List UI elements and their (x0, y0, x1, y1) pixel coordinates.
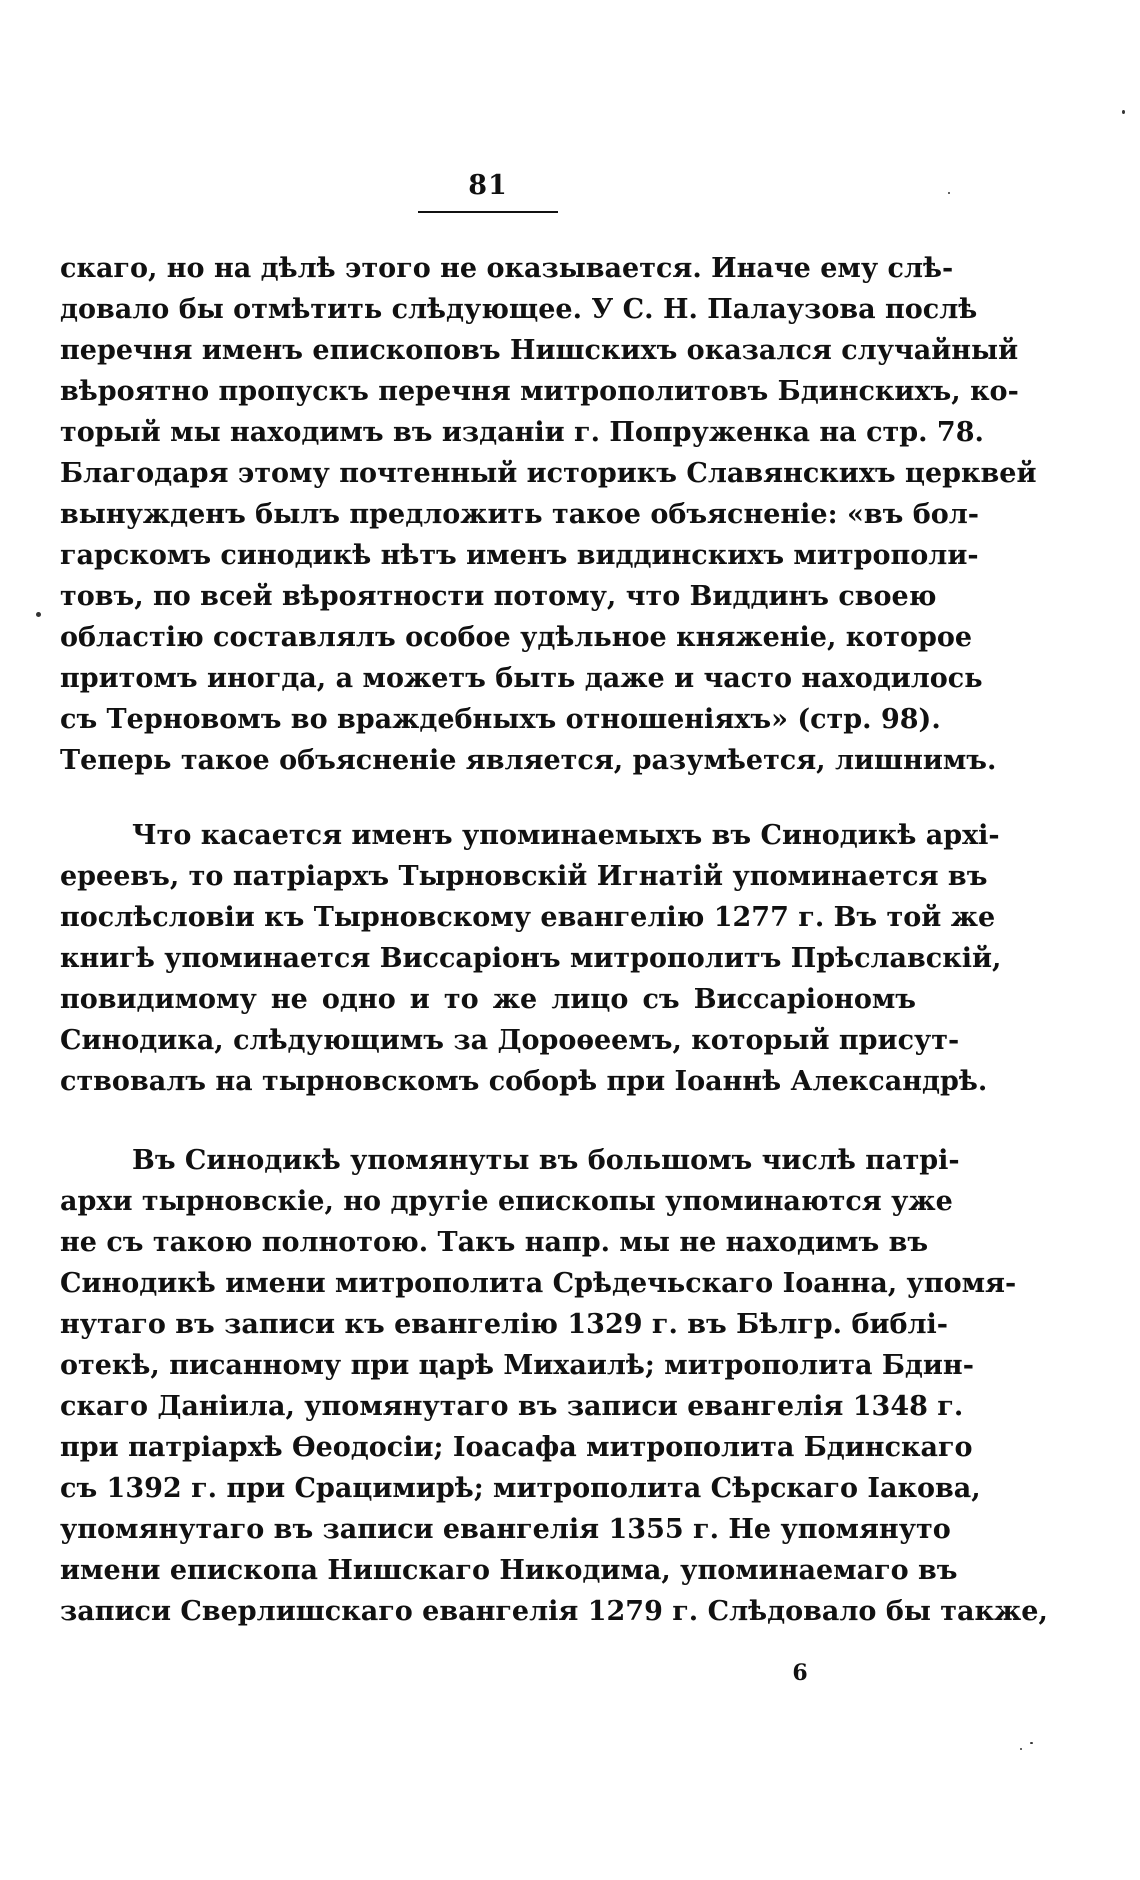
text-line: записи Сверлишскаго евангелія 1279 г. Слѣдовало бы также, (60, 1596, 1048, 1627)
text-line: отекѣ, писанному при царѣ Михаилѣ; митрополита Бдин- (60, 1350, 974, 1381)
paragraph-2 (60, 815, 1002, 1102)
text-line: Синодикѣ имени митрополита Срѣдечьскаго Іоанна, упомя- (60, 1268, 1017, 1299)
text-line: ствовалъ на тырновскомъ соборѣ при Іоаннѣ Александрѣ. (60, 1066, 988, 1097)
paragraph-3 (60, 1140, 1048, 1632)
text-line: нутаго въ записи къ евангелію 1329 г. въ Бѣлгр. библі- (60, 1309, 949, 1340)
page-number-rule (418, 211, 558, 213)
text-line: послѣсловіи къ Тырновскому евангелію 1277 г. Въ той же (60, 902, 996, 933)
text-line: перечня именъ епископовъ Нишскихъ оказался случайный (60, 335, 1019, 366)
page-number: 81 (468, 170, 508, 201)
scan-speck (1122, 110, 1125, 114)
text-line: Синодика, слѣдующимъ за Дороѳеемъ, который присут- (60, 1025, 960, 1056)
scan-speck (1030, 1742, 1033, 1744)
text-line: довало бы отмѣтить слѣдующее. У С. Н. Палаузова послѣ (60, 294, 978, 325)
text-line: съ Терновомъ во враждебныхъ отношеніяхъ» (стр. 98). (60, 704, 941, 735)
text-line: скаго Даніила, упомянутаго въ записи евангелія 1348 г. (60, 1391, 964, 1422)
text-line: имени епископа Нишскаго Никодима, упоминаемаго въ (60, 1555, 958, 1586)
text-line: Въ Синодикѣ упомянуты въ большомъ числѣ патрі- (132, 1145, 960, 1176)
text-line: Благодаря этому почтенный историкъ Славянскихъ церквей (60, 458, 1037, 489)
text-line: притомъ иногда, а можетъ быть даже и часто находилось (60, 663, 983, 694)
text-line: книгѣ упоминается Виссаріонъ митрополитъ Прѣславскій, (60, 943, 1002, 974)
text-line: гарскомъ синодикѣ нѣтъ именъ виддинскихъ митрополи- (60, 540, 979, 571)
text-line: скаго, но на дѣлѣ этого не оказывается. Иначе ему слѣ- (60, 253, 954, 284)
text-line: не съ такою полнотою. Такъ напр. мы не находимъ въ (60, 1227, 929, 1258)
text-line: Теперь такое объясненіе является, разумѣется, лишнимъ. (60, 745, 997, 776)
paragraph-1 (60, 248, 1037, 781)
text-line: вѣроятно пропускъ перечня митрополитовъ Бдинскихъ, ко- (60, 376, 1019, 407)
scan-speck (1020, 1748, 1022, 1750)
signature-mark: 6 (792, 1660, 808, 1686)
text-line: вынужденъ былъ предложить такое объясненіе: «въ бол- (60, 499, 979, 530)
text-line: Что касается именъ упоминаемыхъ въ Синодикѣ архі- (132, 820, 1000, 851)
text-line: повидимому не одно и то же лицо съ Виссаріономъ (60, 984, 916, 1015)
text-line: упомянутаго въ записи евангелія 1355 г. Не упомянуто (60, 1514, 951, 1545)
scan-speck (948, 192, 950, 194)
text-line: архи тырновскіе, но другіе епископы упоминаются уже (60, 1186, 953, 1217)
text-line: областію составлялъ особое удѣльное княженіе, которое (60, 622, 973, 653)
text-line: торый мы находимъ въ изданіи г. Попруженка на стр. 78. (60, 417, 984, 448)
text-line: товъ, по всей вѣроятности потому, что Виддинъ своею (60, 581, 937, 612)
text-line: съ 1392 г. при Срацимирѣ; митрополита Сѣрскаго Іакова, (60, 1473, 981, 1504)
text-line: при патріархѣ Ѳеодосіи; Іоасафа митрополита Бдинскаго (60, 1432, 973, 1463)
text-line: ереевъ, то патріархъ Тырновскій Игнатій упоминается въ (60, 861, 988, 892)
scan-speck (36, 612, 41, 617)
